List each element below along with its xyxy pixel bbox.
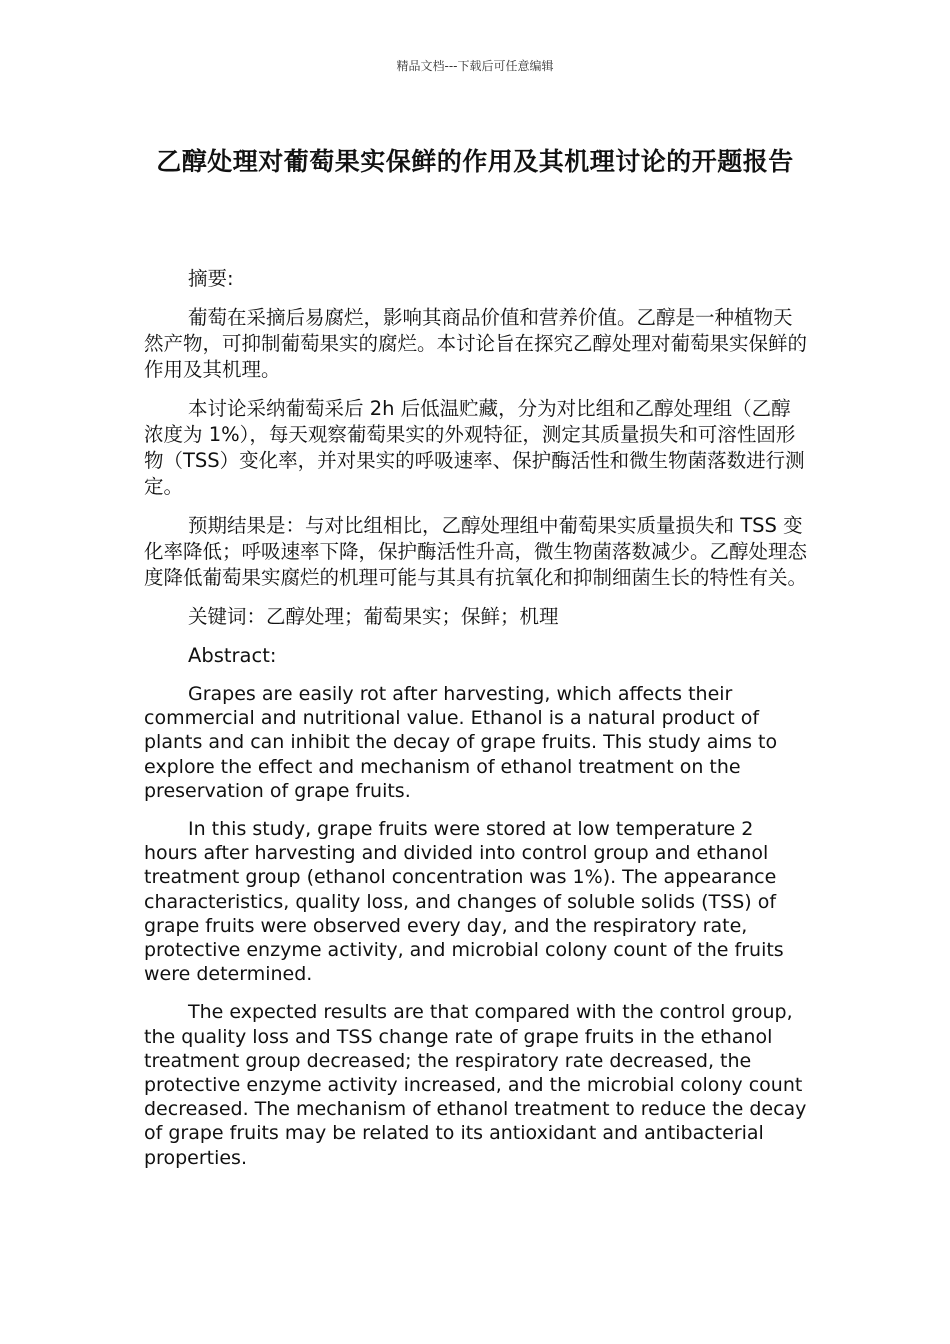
abstract-en-paragraph-3: The expected results are that compared with the control group, the quality loss and TSS change rate of grape fruits in the ethanol treatment group decreased; the respiratory rate decreased, the protective enzyme activity increased, and the microbial colony count decreased. The mechanism of ethanol treatment to reduce the decay of grape fruits may be related to its antioxidant and antibacterial properties. xyxy=(144,1001,807,1169)
keywords-line: 关键词：乙醇处理；葡萄果实；保鲜；机理 xyxy=(188,605,559,628)
abstract-en-label: Abstract: xyxy=(188,644,277,667)
abstract-cn-label: 摘要: xyxy=(188,267,234,290)
abstract-en-paragraph-1: Grapes are easily rot after harvesting, which affects their commercial and nutritional value. Ethanol is a natural product of plants and can inhibit the decay of grape fruits. This study aims to explore the effect and mechanism of ethanol treatment on the preservation of grape fruits. xyxy=(144,683,778,802)
abstract-en-paragraph-2: In this study, grape fruits were stored at low temperature 2 hours after harvesting and divided into control group and ethanol treatment group (ethanol concentration was 1%). The appearance characteristics, quality loss, and changes of soluble solids (TSS) of grape fruits were observed every day, and the respiratory rate, protective enzyme activity, and microbial colony count of the fruits were determined. xyxy=(144,818,784,986)
document-title: 乙醇处理对葡萄果实保鲜的作用及其机理讨论的开题报告 xyxy=(156,147,794,176)
abstract-cn-paragraph-2: 本讨论采纳葡萄采后 2h 后低温贮藏，分为对比组和乙醇处理组（乙醇浓度为 1%），每天观察葡萄果实的外观特征，测定其质量损失和可溶性固形物（TSS）变化率，并对果实的呼吸速率、保护酶活性和微生物菌落数进行测定。 xyxy=(144,397,805,498)
abstract-cn-paragraph-1: 葡萄在采摘后易腐烂，影响其商品价值和营养价值。乙醇是一种植物天然产物，可抑制葡萄果实的腐烂。本讨论旨在探究乙醇处理对葡萄果实保鲜的作用及其机理。 xyxy=(144,306,808,381)
document-body xyxy=(144,266,808,1184)
abstract-cn-paragraph-3: 预期结果是：与对比组相比，乙醇处理组中葡萄果实质量损失和 TSS 变化率降低；呼吸速率下降，保护酶活性升高，微生物菌落数减少。乙醇处理态度降低葡萄果实腐烂的机理可能与其具有抗氧化和抑制细菌生长的特性有关。 xyxy=(144,514,808,589)
page-header-note: 精品文档---下载后可任意编辑 xyxy=(396,59,554,73)
